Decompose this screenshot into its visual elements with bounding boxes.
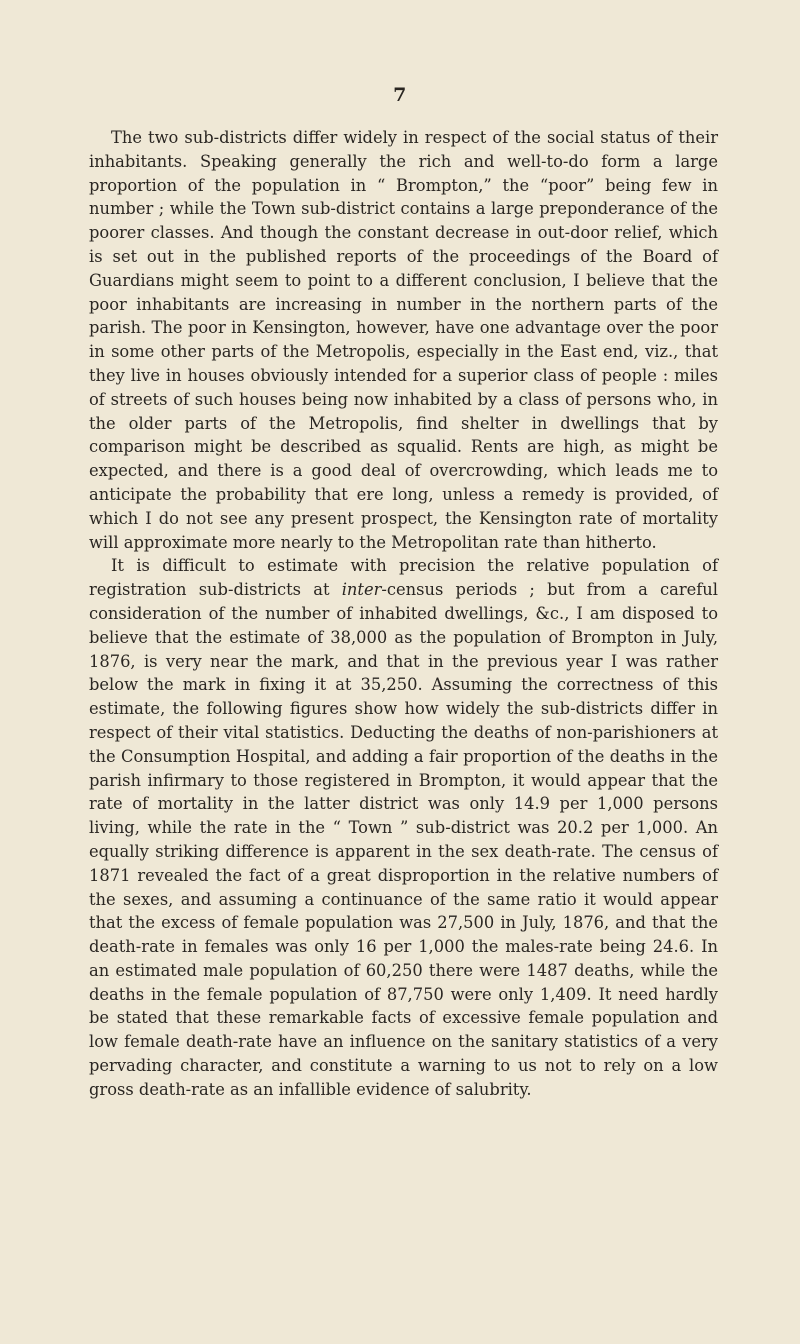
emphasis-inter: inter bbox=[341, 580, 382, 600]
paragraph-population-estimate bbox=[89, 554, 718, 1101]
body-text bbox=[89, 126, 718, 1102]
paragraph-lead-text: It is difficult to estimate with precision the relative population of registration sub-districts at bbox=[89, 556, 718, 600]
paragraph-body-text: -census periods ; but from a careful consideration of the number of inhabited dwellings, &c., I am disposed to believe that the estimate of 38,000 as the population of Brompton in July, 1876, is very near the mark, and that in the previous year I was rather below the mark in fixing it at 35,250. Assuming the correctness of this estimate, the following figures show how widely the sub-districts differ in respect of their vital statistics. Deducting the deaths of non-parishioners at the Consumption Hospital, and adding a fair proportion of the deaths in the parish infirmary to those registered in Brompton, it would appear that the rate of mortality in the latter district was only 14.9 per 1,000 persons living, while the rate in the “ Town ” sub-district was 20.2 per 1,000. An equally striking difference is apparent in the sex death-rate. The census of 1871 revealed the fact of a great disproportion in the relative numbers of the sexes, and assuming a continuance of the same ratio it would appear that the excess of female population was 27,500 in July, 1876, and that the death-rate in females was only 16 per 1,000 the males-rate being 24.6. In an estimated male population of 60,250 there were 1487 deaths, while the deaths in the female population of 87,750 were only 1,409. It need hardly be stated that these remarkable facts of excessive female population and low female death-rate have an influence on the sanitary statistics of a very pervading character, and constitute a warning to us not to rely on a low gross death-rate as an infallible evidence of salubrity. bbox=[89, 580, 718, 1099]
paragraph-social-status: The two sub-districts differ widely in respect of the social status of their inhabitants. Speaking generally the rich and well-to-do form a large proportion of the population in “ Brompton,” the “poor” being few in number ; while the Town sub-district contains a large preponderance of the poorer classes. And though the constant decrease in out-door relief, which is set out in the published reports of the proceedings of the Board of Guardians might seem to point to a different conclusion, I believe that the poor inhabitants are increasing in number in the northern parts of the parish. The poor in Kensington, however, have one advantage over the poor in some other parts of the Metropolis, especially in the East end, viz., that they live in houses obviously intended for a superior class of people : miles of streets of such houses being now inhabited by a class of persons who, in the older parts of the Metropolis, find shelter in dwellings that by comparison might be described as squalid. Rents are high, as might be expected, and there is a good deal of overcrowding, which leads me to anticipate the probability that ere long, unless a remedy is provided, of which I do not see any present prospect, the Kensington rate of mortality will approximate more nearly to the Metropolitan rate than hitherto. bbox=[89, 128, 718, 552]
page-number: 7 bbox=[393, 84, 407, 106]
